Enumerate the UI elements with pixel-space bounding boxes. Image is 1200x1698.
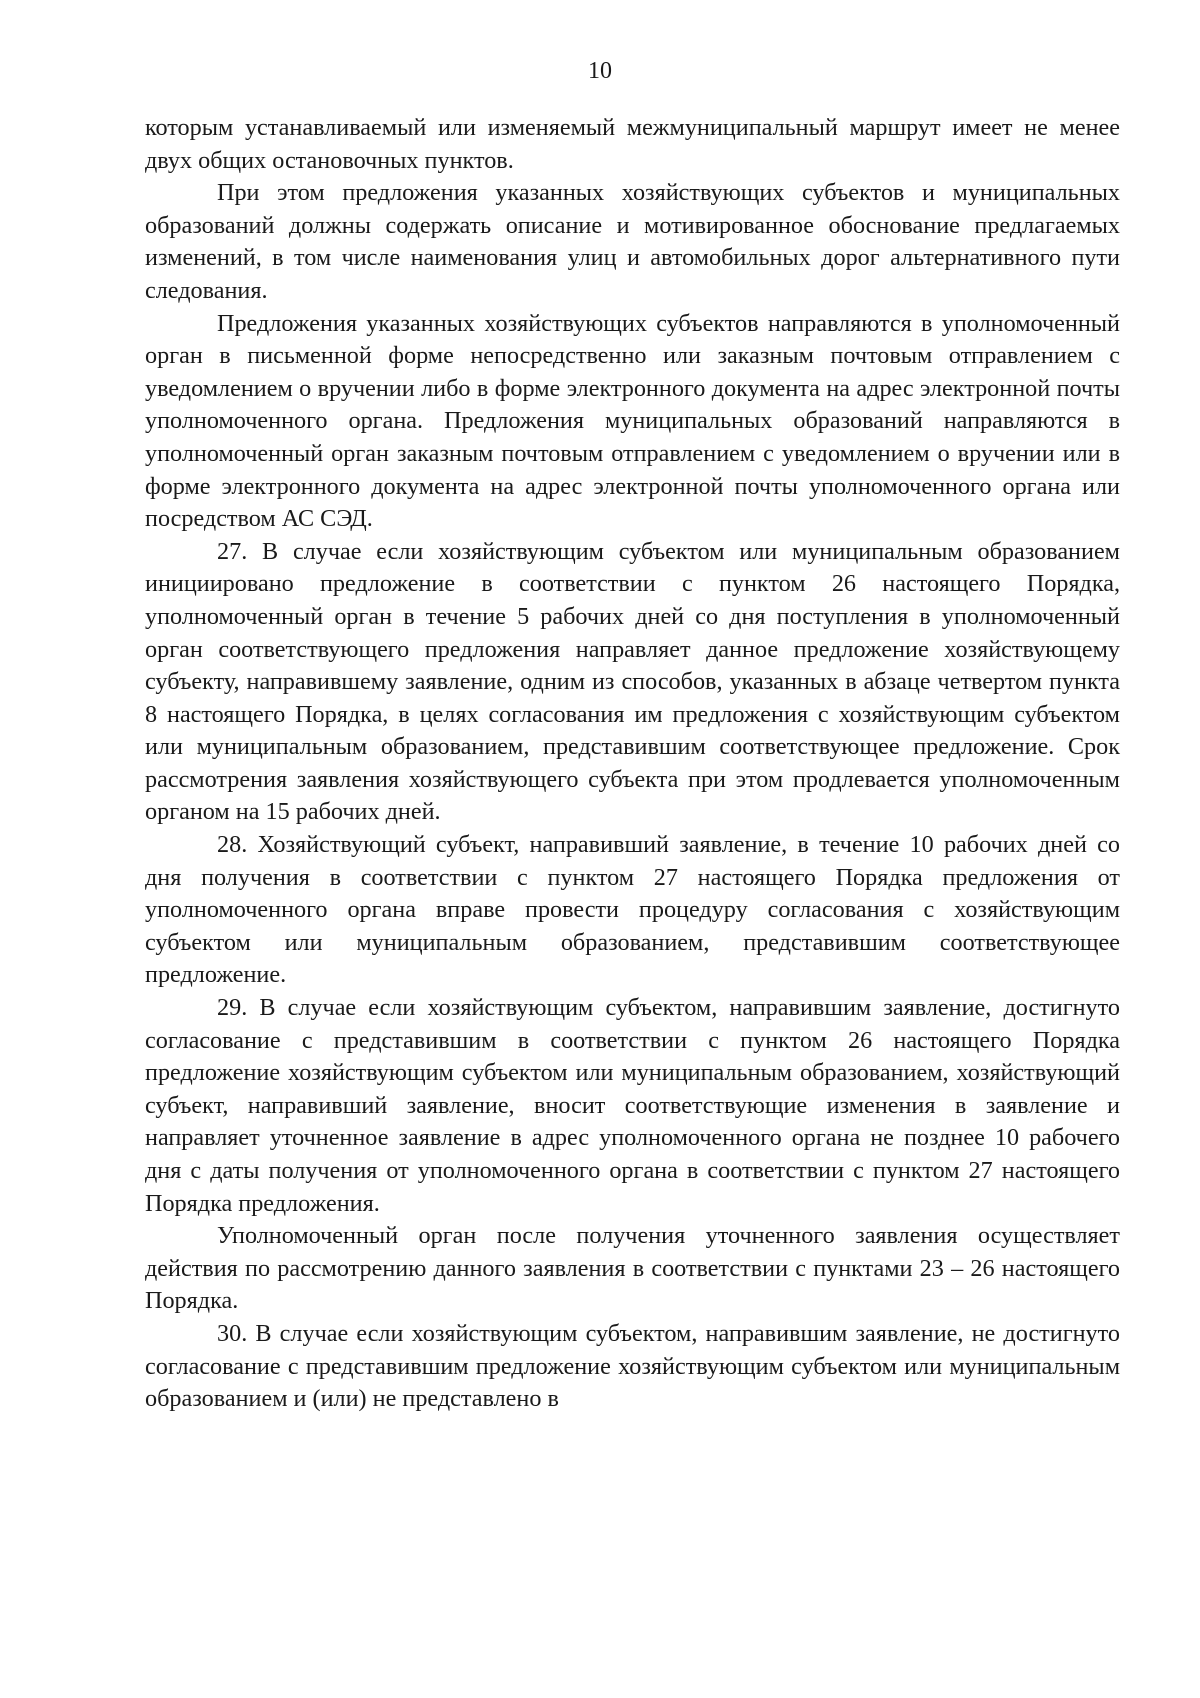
paragraph-item-28: 28. Хозяйствующий субъект, направивший заявление, в течение 10 рабочих дней со дня получения в соответствии с пунктом 27 настоящего Порядка предложения от уполномоченного органа вправе провести процедуру согласования с хозяйствующим субъектом или муниципальным образованием, представившим соответствующее предложение.	[145, 831, 1120, 989]
paragraph-proposal-content: При этом предложения указанных хозяйствующих субъектов и муниципальных образований должны содержать описание и мотивированное обоснование предлагаемых изменений, в том числе наименования улиц и автомобильных дорог альтернативного пути следования.	[145, 179, 1120, 304]
paragraph-item-27: 27. В случае если хозяйствующим субъектом или муниципальным образованием инициировано предложение в соответствии с пунктом 26 настоящего Порядка, уполномоченный орган в течение 5 рабочих дней со дня поступления в уполномоченный орган соответствующего предложения направляет данное предложение хозяйствующему субъекту, направившему заявление, одним из способов, указанных в абзаце четвертом пункта 8 настоящего Порядка, в целях согласования им предложения с хозяйствующим субъектом или муниципальным образованием, представившим соответствующее предложение. Срок рассмотрения заявления хозяйствующего субъекта при этом продлевается уполномоченным органом на 15 рабочих дней.	[145, 537, 1120, 826]
paragraph-item-30: 30. В случае если хозяйствующим субъектом, направившим заявление, не достигнуто согласование с представившим предложение хозяйствующим субъектом или муниципальным образованием и (или) не представлено в	[145, 1319, 1120, 1413]
document-body	[145, 112, 1120, 1416]
paragraph-continuation: которым устанавливаемый или изменяемый межмуниципальный маршрут имеет не менее двух общих остановочных пунктов.	[145, 114, 1120, 174]
paragraph-item-29: 29. В случае если хозяйствующим субъектом, направившим заявление, достигнуто согласование с представившим в соответствии с пунктом 26 настоящего Порядка предложение хозяйствующим субъектом или муниципальным образованием, хозяйствующий субъект, направивший заявление, вносит соответствующие изменения в заявление и направляет уточненное заявление в адрес уполномоченного органа не позднее 10 рабочего дня с даты получения от уполномоченного органа в соответствии с пунктом 27 настоящего Порядка предложения.	[145, 994, 1120, 1217]
page-number: 10	[588, 58, 612, 84]
paragraph-proposal-submission: Предложения указанных хозяйствующих субъектов направляются в уполномоченный орган в письменной форме непосредственно или заказным почтовым отправлением с уведомлением о вручении либо в форме электронного документа на адрес электронной почты уполномоченного органа. Предложения муниципальных образований направляются в уполномоченный орган заказным почтовым отправлением с уведомлением о вручении или в форме электронного документа на адрес электронной почты уполномоченного органа или посредством АС СЭД.	[145, 309, 1120, 533]
paragraph-authority-review: Уполномоченный орган после получения уточненного заявления осуществляет действия по рассмотрению данного заявления в соответствии с пунктами 23 – 26 настоящего Порядка.	[145, 1222, 1120, 1315]
